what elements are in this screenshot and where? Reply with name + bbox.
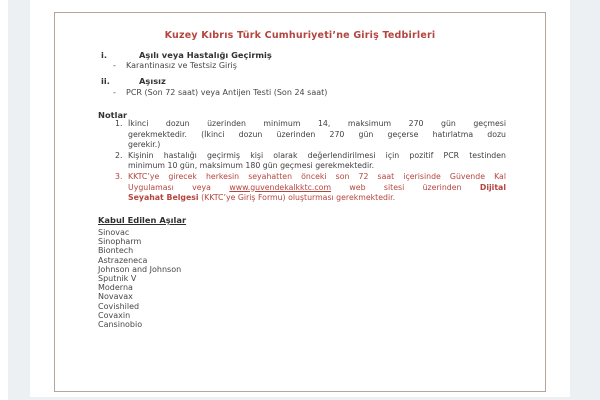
entry-type-vaccinated-bullet	[113, 60, 237, 71]
note-1-line-2: gerekmektedir. (İkinci dozun üzerinden 270 gün geçerse hatırlatma dozu	[128, 129, 506, 139]
guvendekal-link[interactable]: www.guvendekalkktc.com	[229, 182, 332, 192]
vaccine-item-johnson-and-johnson: Johnson and Johnson	[98, 264, 182, 274]
bullet-dash: -	[113, 87, 116, 97]
note-2-line-2: minimum 10 gün, maksimum 180 gün geçmesi gerekmektedir.	[128, 161, 375, 171]
vaccine-item-novavax: Novavax	[98, 292, 133, 302]
note-item-3	[115, 172, 506, 204]
entry-type-vaccinated-label: Aşılı veya Hastalığı Geçirmiş	[139, 50, 272, 60]
note-3-line-2-bold: Dijital	[479, 182, 506, 192]
note-3-line-2	[128, 183, 506, 194]
note-number: 3.	[115, 171, 123, 181]
vaccine-item-sputnik-v: Sputnik V	[98, 274, 137, 284]
note-3-line-3-bold: Seyahat Belgesi	[128, 193, 199, 203]
vaccine-item-sinopharm: Sinopharm	[98, 237, 142, 247]
note-3-line-2-pre: Uygulaması veya	[128, 182, 230, 192]
note-item-2	[115, 151, 506, 172]
roman-numeral-ii: ii.	[101, 76, 110, 86]
entry-type-unvaccinated-bullet-text: PCR (Son 72 saat) veya Antijen Testi (Son 24 saat)	[126, 87, 328, 97]
vaccine-item-sinovac: Sinovac	[98, 228, 130, 237]
vaccine-item-moderna: Moderna	[98, 283, 133, 293]
entry-type-unvaccinated-heading	[101, 76, 166, 87]
document-title: Kuzey Kıbrıs Türk Cumhuriyeti’ne Giriş Tedbirleri	[164, 30, 436, 41]
accepted-vaccines-list	[98, 228, 181, 329]
viewer-left-edge	[0, 0, 8, 400]
entry-type-vaccinated-bullet-text: Karantinasız ve Testsiz Giriş	[126, 61, 237, 70]
note-2-line-1: Kişinin hastalığı geçirmiş kişi olarak değerlendirilmesi için pozitif PCR testinden	[128, 150, 506, 160]
vaccine-item-cansinobio: Cansinobio	[98, 320, 143, 330]
entry-type-unvaccinated-bullet	[113, 87, 327, 98]
vaccine-item-covishiled: Covishiled	[98, 301, 140, 311]
note-number: 2.	[115, 150, 123, 160]
vaccine-item-astrazeneca: Astrazeneca	[98, 255, 148, 265]
note-1-line-3: gerekir.)	[128, 140, 161, 150]
note-number: 1.	[115, 119, 123, 128]
note-3-line-3-rest: (KKTC’ye Giriş Formu) oluşturması gerekmektedir.	[198, 193, 396, 203]
document-page	[54, 12, 546, 392]
vaccine-item-covaxin: Covaxin	[98, 310, 131, 320]
notes-list	[115, 119, 506, 204]
accepted-vaccines-heading: Kabul Edilen Aşılar	[98, 215, 187, 225]
note-1-line-1: İkinci dozun üzerinden minimum 14, maksimum 270 gün geçmesi	[128, 119, 506, 128]
vaccine-item-biontech: Biontech	[98, 246, 134, 256]
entry-type-unvaccinated-label: Aşısız	[139, 76, 166, 86]
bullet-dash: -	[113, 61, 116, 70]
roman-numeral-i: i.	[101, 50, 107, 60]
note-3-line-3	[128, 193, 506, 204]
notes-heading: Notlar	[98, 110, 128, 120]
note-item-1	[115, 119, 506, 151]
note-3-line-1: KKTC’ye girecek herkesin seyahatten önceki son 72 saat içerisinde Güvende Kal	[128, 171, 506, 181]
note-3-line-2-mid: web sitesi üzerinden	[331, 182, 480, 192]
